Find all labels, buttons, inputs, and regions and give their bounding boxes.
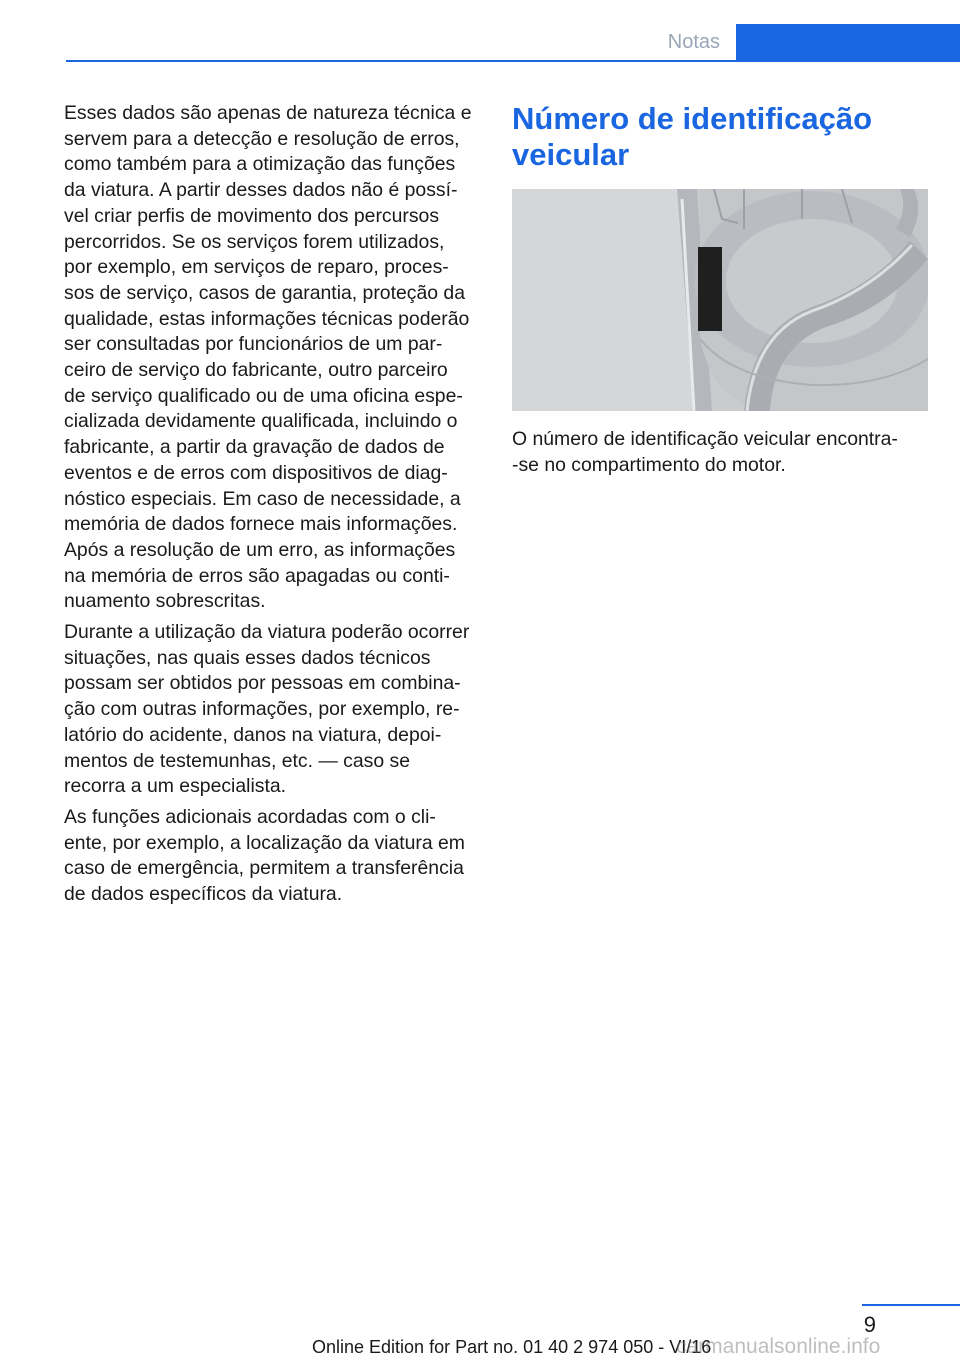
page-number: 9 [863,1312,876,1337]
vin-location-caption: O número de identificação veicular encontra‐ ‐se no compartimento do motor. [512,428,898,476]
right-column [512,101,932,483]
left-column [64,101,486,913]
section-label: Notas [667,31,720,53]
watermark: carmanualsonline.info [676,1335,881,1358]
edition-line: Online Edition for Part no. 01 40 2 974 050 - VI/16 [312,1337,712,1357]
engine-compartment-vin-illustration [512,189,928,411]
paragraph-third-parties: Durante a utilização da viatura poderão ocorrer situações, nas quais esses dados técnicos possam ser obtidos por pessoas em combina‐ ção com outras informações, por exemplo, re‐ latório do acidente, danos na viatura, depoi‐ mentos de testemunhas, etc. — caso se recorra a um especialista. [64,621,470,798]
paragraph-data-purpose: Esses dados são apenas de natureza técnica e servem para a detecção e resolução de erros, como também para a otimização das funções da viatura. A partir desses dados não é possí‐ vel criar perfis de movimento dos percursos percorridos. Se os serviços forem utilizados, por exemplo, em serviços de reparo, proces‐ sos de serviço, casos de garantia, proteção da qualidade, estas informações técnicas poderão ser consultadas por funcionários de um par‐ ceiro de serviço do fabricante, outro parceiro de serviço qualificado ou de uma oficina espe‐ cializada devidamente qualificada, incluindo o fabricante, a partir da gravação de dados de eventos e de erros com dispositivos de diag‐ nóstico especiais. Em caso de necessidade, a memória de dados fornece mais informações. Após a resolução de um erro, as informações na memória de erros são apagadas ou conti‐ nuamento sobrescritas. [64,102,472,613]
section-tab [736,24,960,62]
footer-rule [862,1304,960,1306]
vin-section-title: Número de identificação veicular [512,101,873,172]
paragraph-additional-functions: As funções adicionais acordadas com o cli‐ ente, por exemplo, a localização da viatura em caso de emergência, permitem a transferência de dados específicos da viatura. [64,805,465,906]
